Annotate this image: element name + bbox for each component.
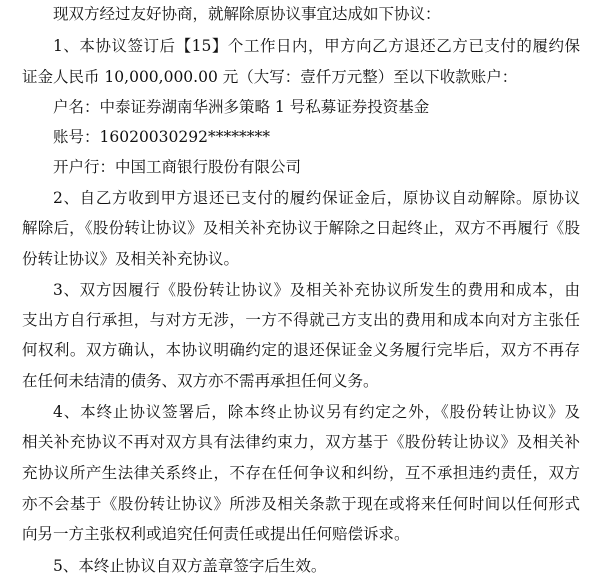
clause-4-line-1: 4、本终止协议签署后，除本终止协议另有约定之外，《股份转让协议》及	[53, 403, 580, 421]
clause-4-line-2: 相关补充协议不再对双方具有法律约束力，双方基于《股份转让协议》及相关补	[22, 433, 580, 451]
clause-4-line-5: 向另一方主张权利或追究任何责任或提出任何赔偿诉求。	[22, 525, 410, 543]
clause-3-line-4: 在任何未结清的债务、双方亦不需再承担任何义务。	[22, 372, 379, 390]
clause-1-line-1: 1、本协议签订后【15】个工作日内，甲方向乙方退还乙方已支付的履约保	[53, 37, 580, 55]
intro-line: 现双方经过友好协商，就解除原协议事宜达成如下协议：	[53, 5, 441, 23]
bank-line: 开户行：中国工商银行股份有限公司	[53, 158, 302, 176]
clause-4-line-3: 充协议所产生法律关系终止，不存在任何争议和纠纷，互不承担违约责任，双方	[22, 464, 580, 482]
account-number-line: 账号：16020030292********	[53, 128, 270, 146]
clause-5-line-1: 5、本终止协议自双方盖章签字后生效。	[53, 557, 327, 575]
clause-3-line-1: 3、双方因履行《股份转让协议》及相关补充协议所发生的费用和成本，由	[53, 281, 580, 299]
clause-1-line-2: 证金人民币 10,000,000.00 元（大写：壹仟万元整）至以下收款账户：	[22, 68, 518, 86]
clause-3-line-2: 支出方自行承担，与对方无涉，一方不得就己方支出的费用和成本向对方主张任	[22, 311, 580, 329]
account-name-line: 户名：中泰证券湖南华洲多策略 1 号私募证券投资基金	[53, 98, 430, 116]
clause-4-line-4: 亦不会基于《股份转让协议》所涉及相关条款于现在或将来任何时间以任何形式	[22, 495, 580, 513]
clause-2-line-1: 2、自乙方收到甲方退还已支付的履约保证金后，原协议自动解除。原协议	[53, 189, 580, 207]
clause-2-line-3: 份转让协议》及相关补充协议。	[22, 250, 240, 268]
clause-2-line-2: 解除后，《股份转让协议》及相关补充协议于解除之日起终止，双方不再履行《股	[22, 219, 580, 237]
clause-3-line-3: 何权利。双方确认，本协议明确约定的退还保证金义务履行完毕后，双方不再存	[22, 341, 580, 359]
